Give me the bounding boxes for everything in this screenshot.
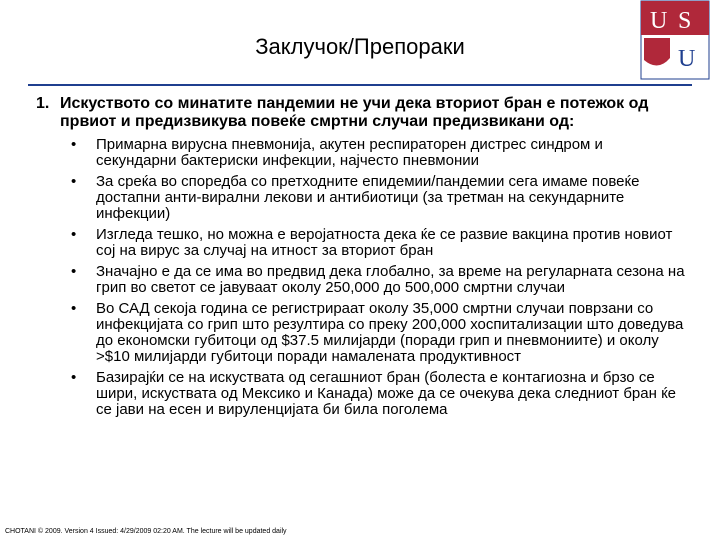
bullet-item: [71, 369, 686, 418]
title-divider: [28, 84, 692, 86]
logo-shield-shape: [644, 38, 670, 66]
bullet-icon: •: [71, 300, 77, 317]
bullet-icon: •: [71, 369, 77, 386]
bullet-text: Изгледа тешко, но можна е веројатноста дека ќе се развие вакцина против новиот сој на вирус за случај на итност за вториот бран: [96, 226, 673, 259]
bullet-item: [71, 300, 686, 365]
bullet-icon: •: [71, 263, 77, 280]
point-number: 1.: [36, 95, 50, 112]
slide-body: [36, 95, 686, 423]
slide-title: Заклучок/Препораки: [255, 34, 465, 59]
bullet-item: [71, 226, 686, 259]
bullet-list: [36, 137, 686, 418]
point-text: Искуството со минатите пандемии не учи дека вториот бран е потежок од првиот и предизвикува повеќе смртни случаи предизвикани од:: [60, 95, 649, 130]
slide-footer: CHOTANI © 2009. Version 4 Issued: 4/29/2009 02:20 AM. The lecture will be updated daily: [5, 528, 287, 535]
bullet-text: За среќа во споредба со претходните епидемии/пандемии сега имаме повеќе достапни анти-вирални лекови и антибиотици (за третман на секундарните инфекции): [96, 173, 640, 222]
bullet-icon: •: [71, 136, 77, 153]
logo-letter-1: U: [650, 8, 668, 34]
university-logo: [640, 0, 710, 80]
bullet-text: Примарна вирусна пневмонија, акутен респираторен дистрес синдром и секундарни бактериски инфекции, најчесто пневмонии: [96, 136, 603, 169]
bullet-icon: •: [71, 226, 77, 243]
bullet-text: Во САД секоја година се регистрираат околу 35,000 смртни случаи поврзани со инфекцијата со грип што резултира со преку 200,000 хоспитализации што доведува до економски губитоци од $37.5 милијарди (поради грип и пневмониите) и околу >$10 милијарди губитоци поради намалената продуктивност: [96, 300, 684, 365]
bullet-item: [71, 263, 686, 296]
logo-letter-3: U: [678, 46, 696, 72]
numbered-point: [36, 95, 686, 131]
bullet-item: [71, 173, 686, 222]
logo-letter-2: S: [678, 8, 692, 34]
bullet-text: Значајно е да се има во предвид дека глобално, за време на регуларната сезона на грип во светот се јавуваат околу 250,000 до 500,000 смртни случаи: [96, 263, 685, 296]
bullet-item: [71, 136, 686, 169]
bullet-icon: •: [71, 173, 77, 190]
bullet-text: Базирајќи се на искуствата од сегашниот бран (болеста е контагиозна и брзо се шири, искуствата од Мексико и Канада) може да се очекува дека следниот бран ќе се јави на есен и вируленцијата би била поголема: [96, 369, 676, 418]
